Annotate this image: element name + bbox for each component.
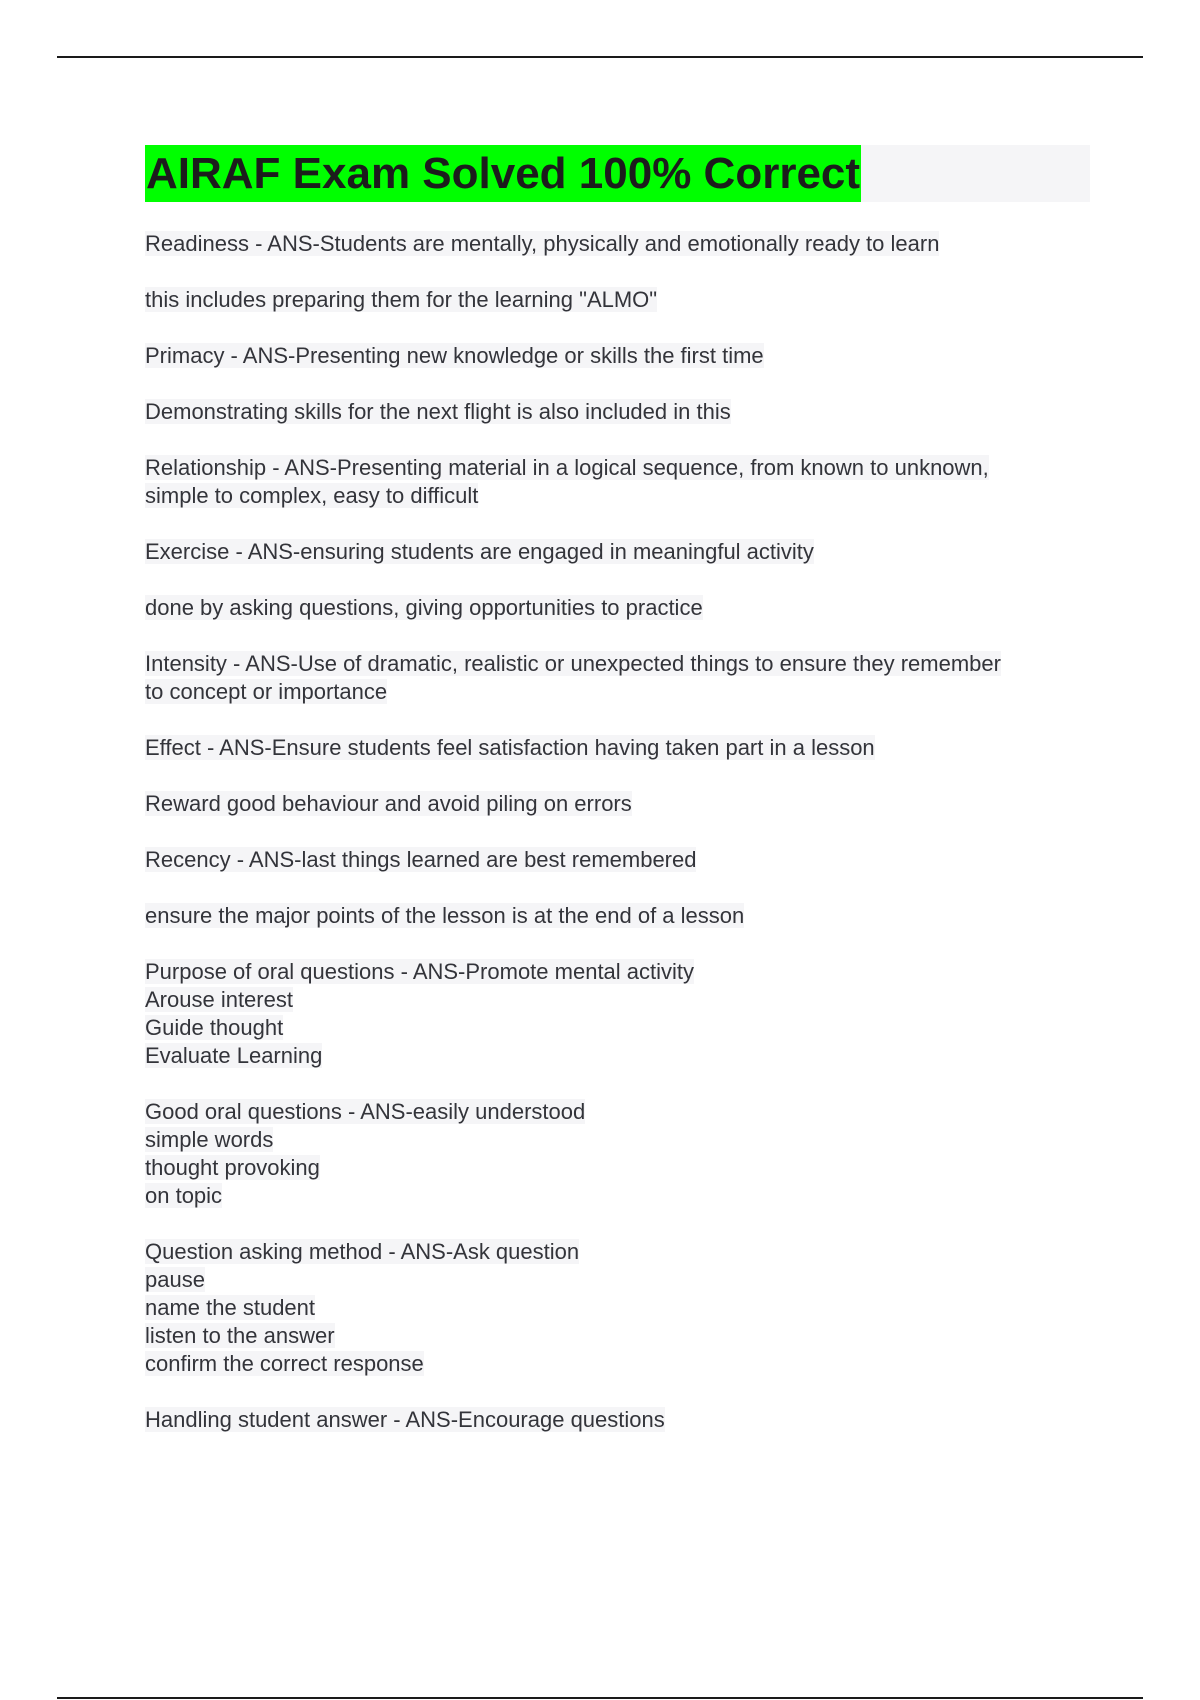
paragraph-recency	[145, 846, 1090, 874]
title-block	[145, 145, 1090, 202]
paragraph-text: Recency - ANS-last things learned are best remembered	[145, 847, 697, 872]
paragraph-primacy	[145, 342, 1090, 370]
paragraph-text: Demonstrating skills for the next flight is also included in this	[145, 399, 731, 424]
paragraph-readiness	[145, 230, 1090, 258]
paragraph-effect	[145, 734, 1090, 762]
header-rule	[57, 56, 1143, 58]
paragraph-relationship	[145, 454, 1090, 510]
paragraph-intensity	[145, 650, 1090, 706]
paragraph-text: Purpose of oral questions - ANS-Promote mental activity Arouse interest Guide thought Evaluate Learning	[145, 959, 695, 1068]
paragraph-text: done by asking questions, giving opportunities to practice	[145, 595, 703, 620]
paragraph-readiness-note	[145, 286, 1090, 314]
document-title: AIRAF Exam Solved 100% Correct	[145, 145, 861, 202]
paragraph-text: Intensity - ANS-Use of dramatic, realistic or unexpected things to ensure they remember to concept or importance	[145, 651, 1001, 704]
paragraph-text: ensure the major points of the lesson is at the end of a lesson	[145, 903, 745, 928]
paragraph-exercise-note	[145, 594, 1090, 622]
paragraph-handling-answer	[145, 1406, 1090, 1434]
paragraph-text: Question asking method - ANS-Ask question pause name the student listen to the answer confirm the correct response	[145, 1239, 580, 1376]
document-body	[145, 145, 1090, 1462]
paragraph-text: Relationship - ANS-Presenting material in a logical sequence, from known to unknown, simple to complex, easy to difficult	[145, 455, 989, 508]
paragraph-question-method	[145, 1238, 1090, 1378]
paragraph-text: Effect - ANS-Ensure students feel satisfaction having taken part in a lesson	[145, 735, 875, 760]
paragraph-text: Reward good behaviour and avoid piling on errors	[145, 791, 632, 816]
paragraph-text: Exercise - ANS-ensuring students are engaged in meaningful activity	[145, 539, 814, 564]
paragraph-oral-purpose	[145, 958, 1090, 1070]
paragraph-primacy-note	[145, 398, 1090, 426]
paragraph-text: Primacy - ANS-Presenting new knowledge or skills the first time	[145, 343, 764, 368]
paragraph-effect-note	[145, 790, 1090, 818]
paragraph-exercise	[145, 538, 1090, 566]
paragraph-text: Readiness - ANS-Students are mentally, physically and emotionally ready to learn	[145, 231, 940, 256]
paragraph-good-oral-questions	[145, 1098, 1090, 1210]
footer-rule	[57, 1697, 1143, 1699]
paragraph-text: Handling student answer - ANS-Encourage questions	[145, 1407, 665, 1432]
paragraph-text: Good oral questions - ANS-easily understood simple words thought provoking on topic	[145, 1099, 586, 1208]
paragraph-recency-note	[145, 902, 1090, 930]
paragraph-text: this includes preparing them for the learning "ALMO"	[145, 287, 658, 312]
